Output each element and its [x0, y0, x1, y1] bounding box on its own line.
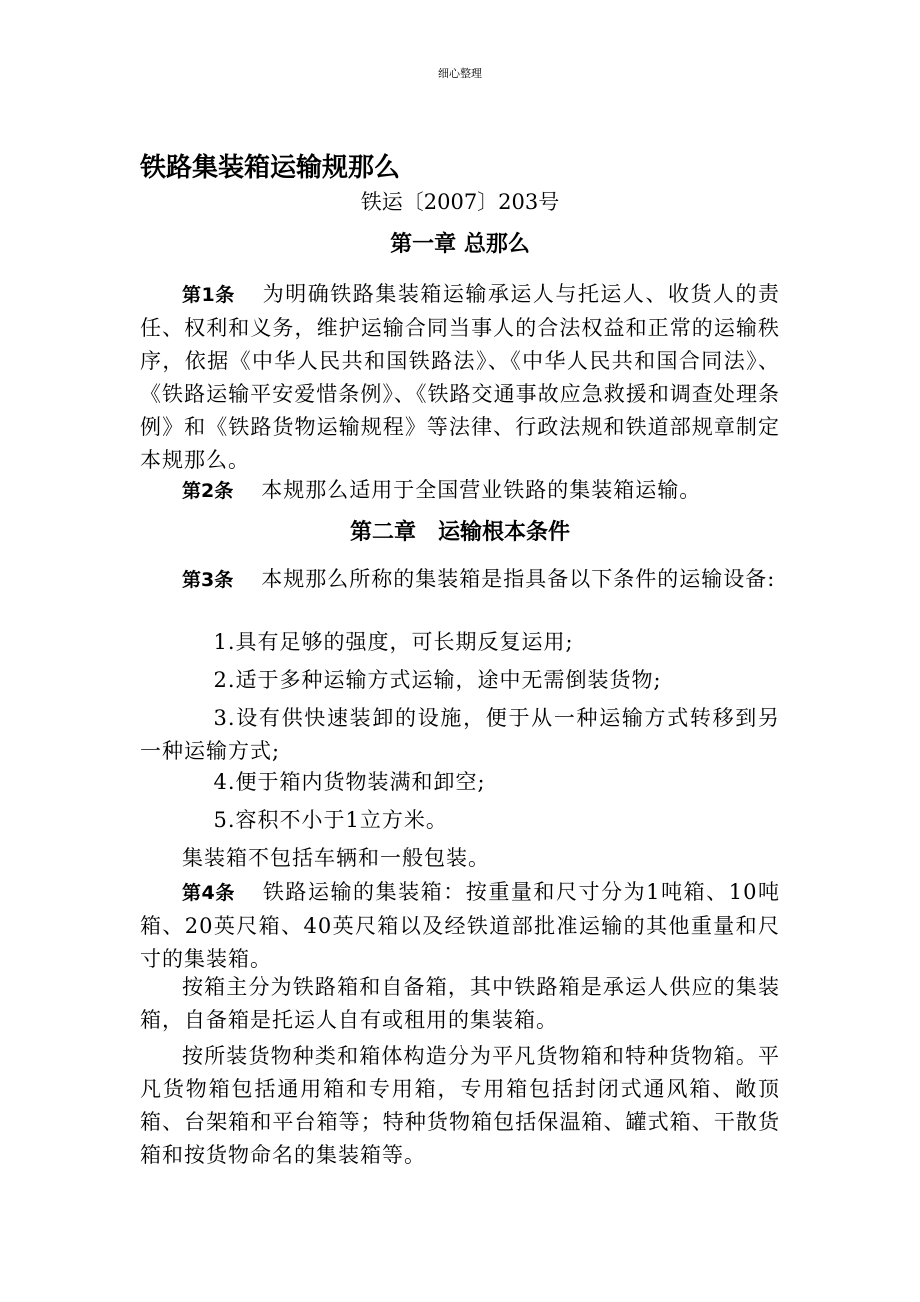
article-3-item-1: 1.具有足够的强度，可长期反复运用;	[213, 630, 574, 654]
article-1-text: 为明确铁路集装箱运输承运人与托运人、收货人的责任、权利和义务，维护运输合同当事人的合法权益和正常的运输秩序，依据《中华人民共和国铁路法》、《中华人民共和国合同法》、《铁路运输平安爱惜条例》、《铁路交通事故应急救援和调查处理条例》和《铁路货物运输规程》等法律、行政法规和铁道部规章制定本规那么。	[140, 282, 780, 472]
article-3	[140, 563, 780, 597]
article-4	[140, 876, 780, 976]
article-4-label: 第4条	[182, 882, 235, 904]
chapter-1-heading: 第一章 总那么	[390, 232, 530, 257]
article-1-label: 第1条	[182, 284, 235, 306]
article-3-note: 集装箱不包括车辆和一般包装。	[182, 846, 490, 870]
article-2-text: 本规那么适用于全国营业铁路的集装箱运输。	[261, 478, 702, 502]
article-3-item-2: 2.适于多种运输方式运输，途中无需倒装货物;	[213, 668, 662, 692]
page-header-note: 细心整理	[438, 67, 482, 80]
article-3-item-4: 4.便于箱内货物装满和卸空;	[213, 770, 486, 794]
chapter-2-heading: 第二章 运输根本条件	[349, 520, 570, 545]
article-3-text: 本规那么所称的集装箱是指具备以下条件的运输设备:	[261, 567, 776, 591]
article-3-item-5: 5.容积不小于1立方米。	[213, 808, 448, 832]
article-4-paragraph-1: 按箱主分为铁路箱和自备箱，其中铁路箱是承运人供应的集装箱，自备箱是托运人自有或租用的集装箱。	[140, 975, 780, 1032]
document-title: 铁路集装箱运输规那么	[140, 153, 401, 183]
article-4-paragraph-2: 按所装货物种类和箱体构造分为平凡货物箱和特种货物箱。平凡货物箱包括通用箱和专用箱，专用箱包括封闭式通风箱、敞顶箱、台架箱和平台箱等；特种货物箱包括保温箱、罐式箱、干散货箱和按货物命名的集装箱等。	[140, 1044, 780, 1167]
article-4-text: 铁路运输的集装箱：按重量和尺寸分为1吨箱、10吨箱、20英尺箱、40英尺箱以及经铁道部批准运输的其他重量和尺寸的集装箱。	[140, 880, 780, 971]
article-2	[140, 474, 780, 508]
article-2-label: 第2条	[182, 480, 234, 502]
article-3-item-3: 3.设有供快速装卸的设施，便于从一种运输方式转移到另一种运输方式;	[140, 706, 780, 763]
article-3-label: 第3条	[182, 569, 234, 591]
article-1	[140, 278, 780, 477]
document-number: 铁运〔2007〕203号	[360, 190, 560, 214]
